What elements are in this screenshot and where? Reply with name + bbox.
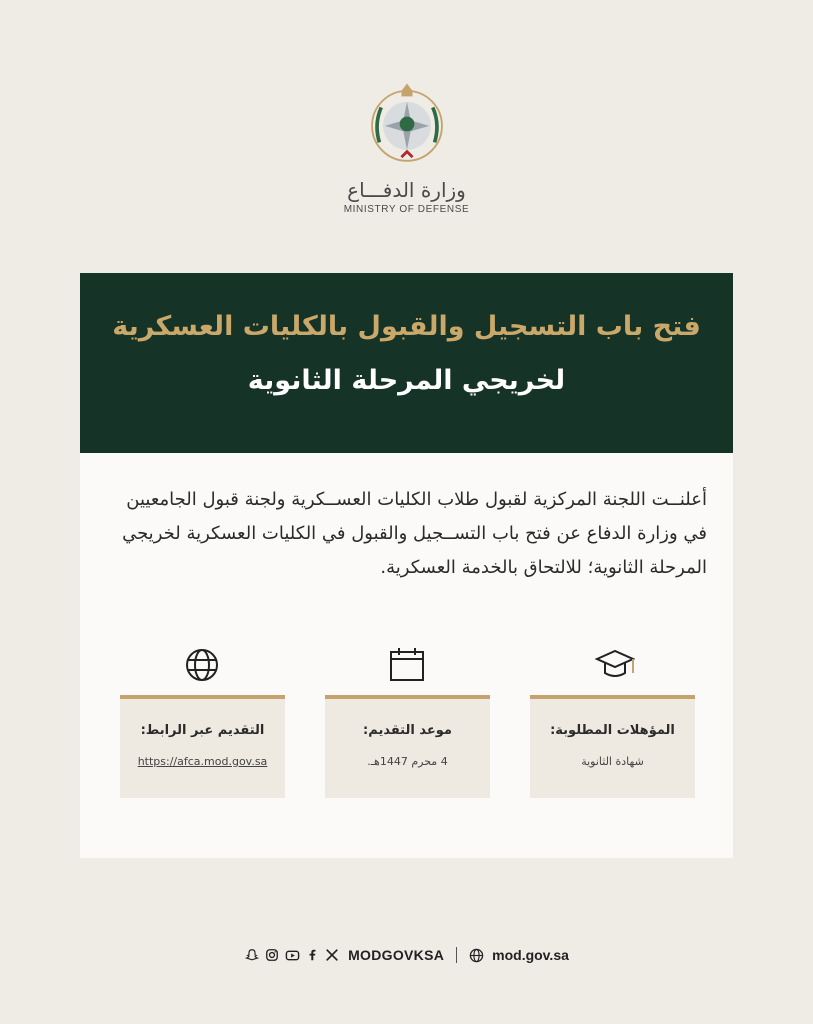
- info-label: المؤهلات المطلوبة:: [550, 723, 675, 738]
- globe-icon: [182, 645, 222, 685]
- info-value: 4 محرم 1447هـ.: [367, 755, 448, 768]
- snapchat-icon[interactable]: [244, 947, 260, 963]
- announcement-line: أعلنــت اللجنة المركزية لقبول طلاب الكليات العســكرية ولجنة قبول الجامعيين: [126, 489, 707, 510]
- calendar-icon: [387, 645, 427, 685]
- divider: [456, 947, 457, 963]
- apply-link[interactable]: https://afca.mod.gov.sa: [137, 755, 268, 768]
- footer: [0, 942, 813, 968]
- social-handle[interactable]: MODGOVKSA: [348, 947, 445, 963]
- info-label: موعد التقديم:: [363, 723, 452, 738]
- ministry-logo: [0, 78, 813, 215]
- info-label: التقديم عبر الرابط:: [140, 723, 265, 738]
- announcement-line: المرحلة الثانوية؛ للالتحاق بالخدمة العسكرية.: [380, 557, 707, 578]
- announcement-line: في وزارة الدفاع عن فتح باب التســجيل والقبول في الكليات العسكرية لخريجي: [122, 523, 707, 544]
- facebook-icon[interactable]: [304, 947, 320, 963]
- info-box-date: [325, 695, 490, 798]
- announcement-text: [107, 483, 707, 585]
- logo-arabic-text: وزارة الدفـــاع: [347, 178, 466, 202]
- globe-icon: [469, 948, 484, 963]
- ministry-emblem-icon: [361, 78, 453, 170]
- website-link[interactable]: mod.gov.sa: [492, 947, 569, 963]
- social-icons: [244, 947, 340, 963]
- logo-english-text: MINISTRY OF DEFENSE: [343, 204, 470, 215]
- info-box-qualification: [530, 695, 695, 798]
- title-banner: [80, 273, 733, 453]
- youtube-icon[interactable]: [284, 947, 300, 963]
- page-subtitle: لخريجي المرحلة الثانوية: [247, 365, 566, 396]
- instagram-icon[interactable]: [264, 947, 280, 963]
- graduation-cap-icon: [595, 645, 635, 685]
- info-value: شهادة الثانوية: [581, 755, 644, 768]
- page-title: فتح باب التسجيل والقبول بالكليات العسكرية: [112, 311, 701, 342]
- info-box-link: [120, 695, 285, 798]
- x-icon[interactable]: [324, 947, 340, 963]
- info-icons-row: [0, 645, 813, 685]
